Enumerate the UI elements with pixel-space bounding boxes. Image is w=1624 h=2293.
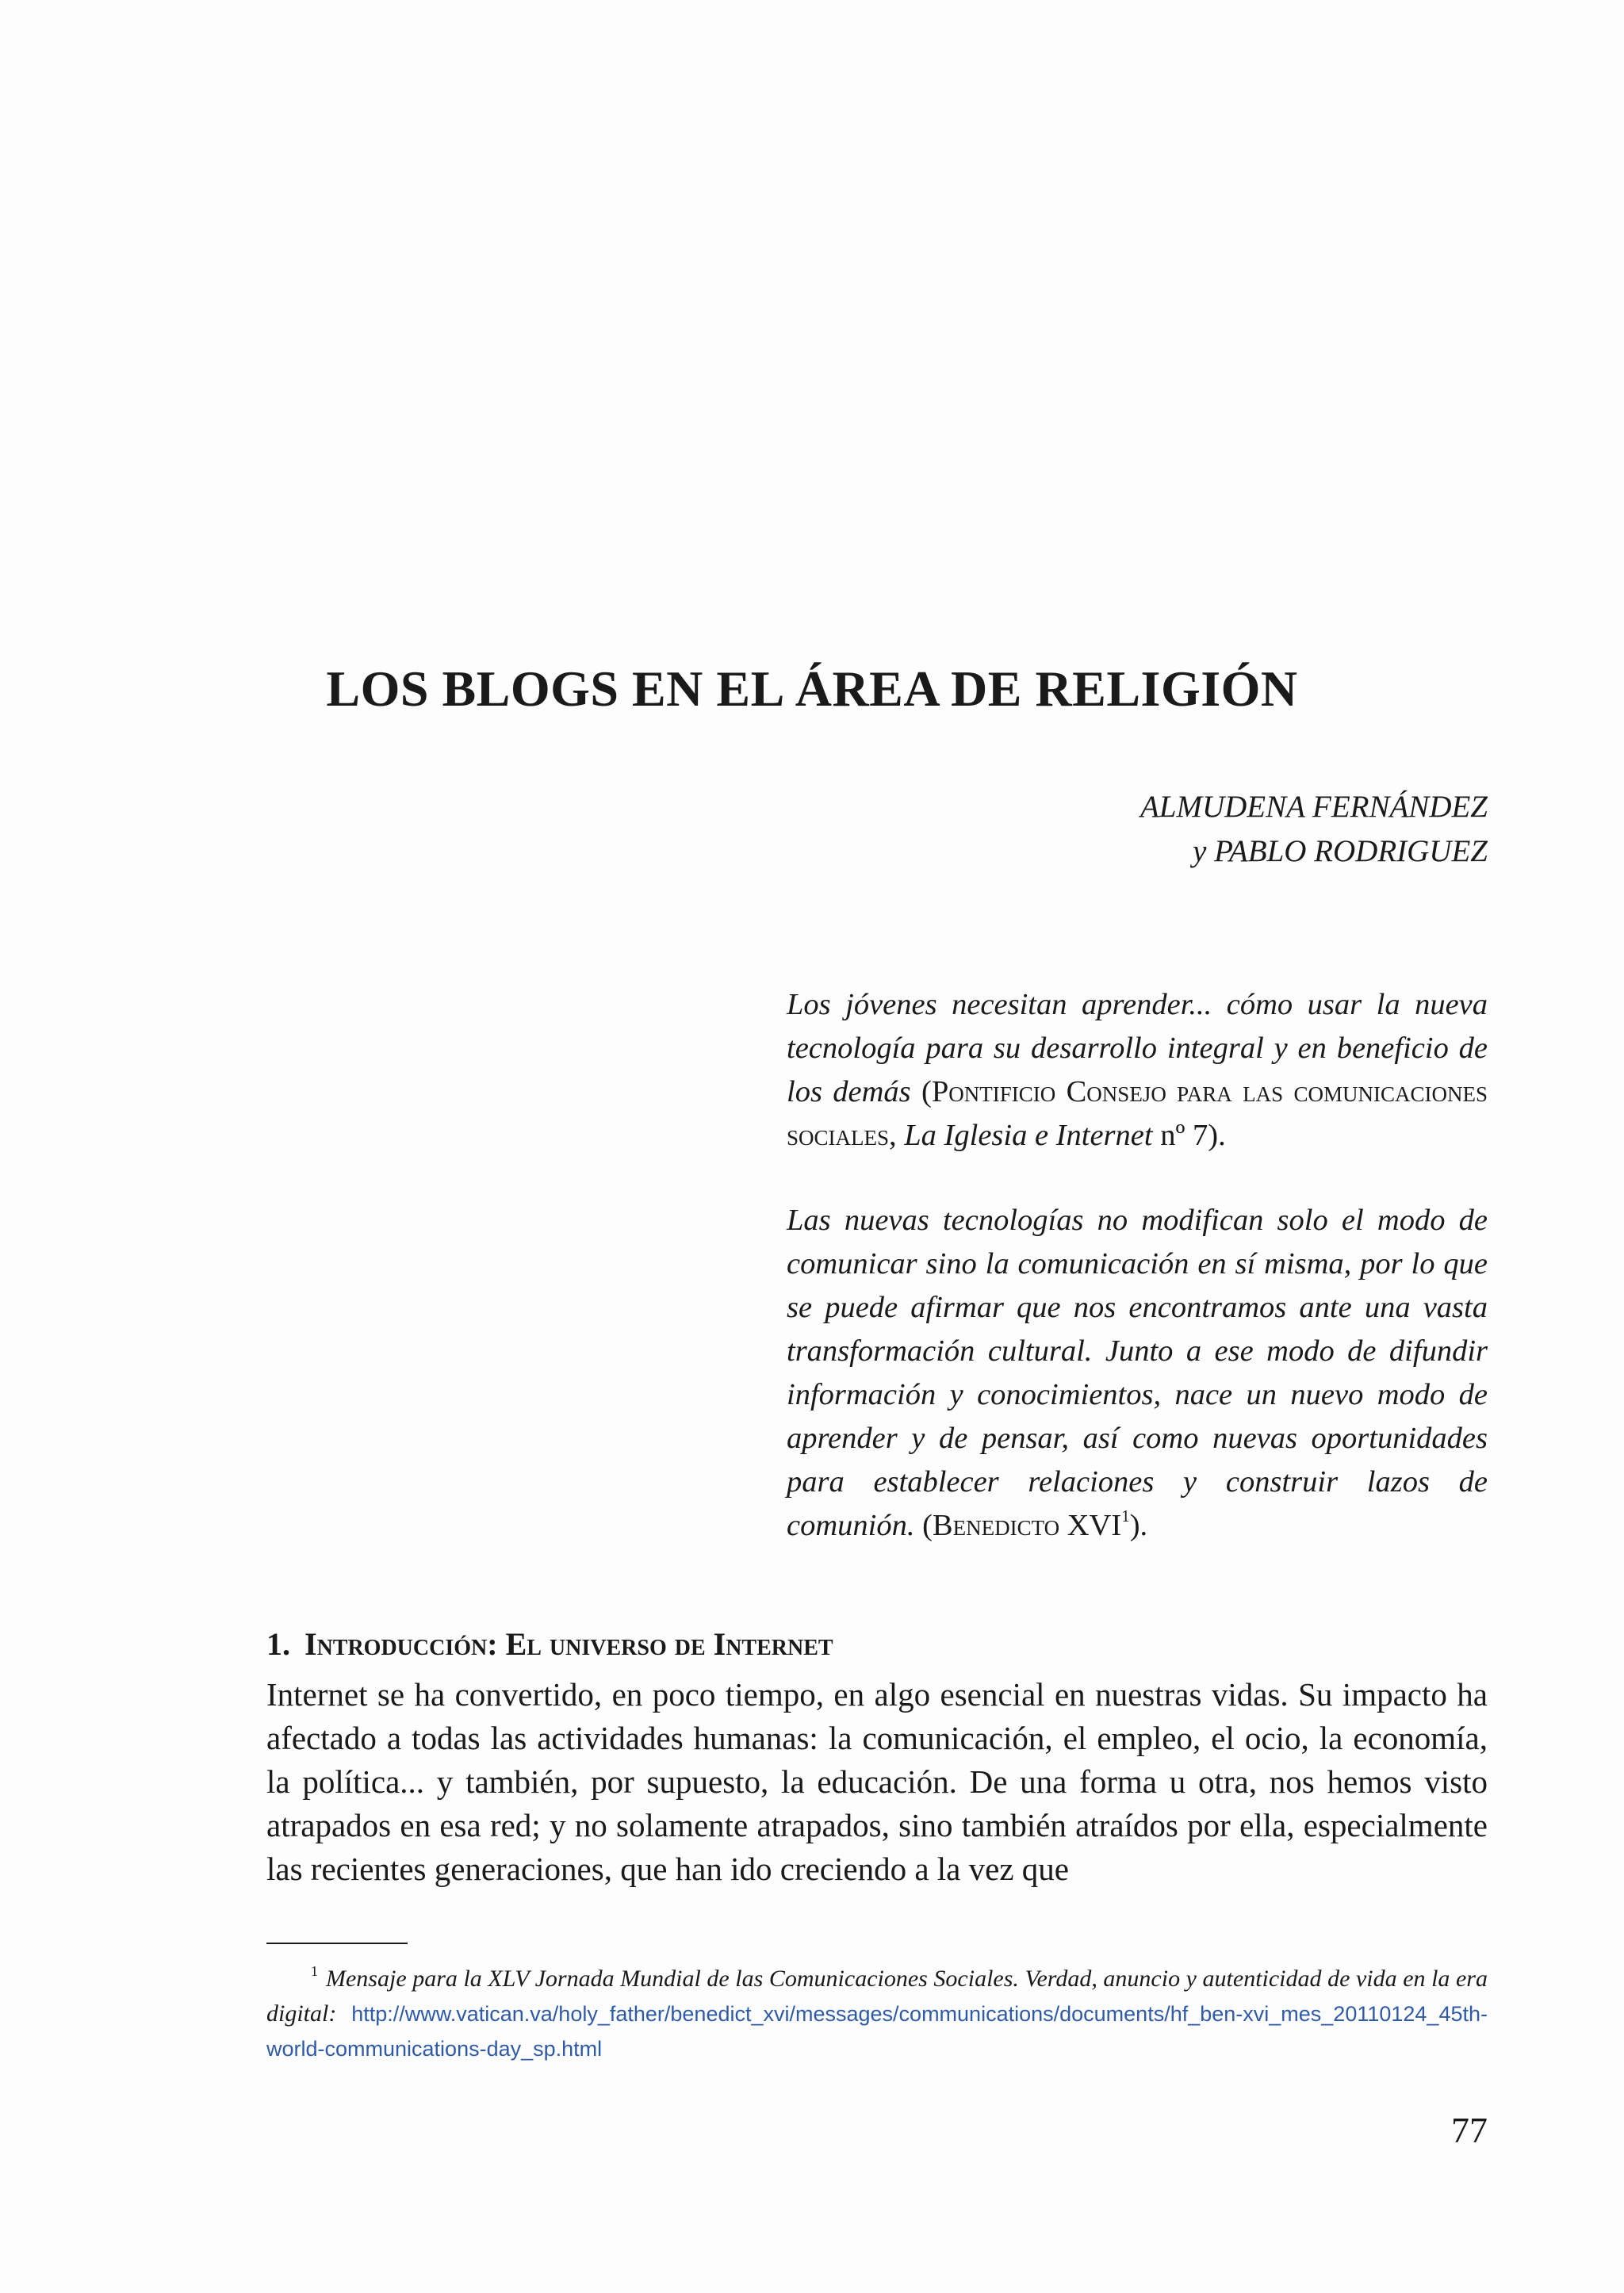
epigraph-2-source-numeral: XVI	[1059, 1509, 1122, 1542]
epigraph-1-tail: nº 7).	[1152, 1119, 1226, 1152]
footnote-link[interactable]: http://www.vatican.va/holy_father/benedict_xvi/messages/communications/documents/hf_ben-xvi_mes_20110124_45th-world-communications-day_sp.html	[266, 2002, 1488, 2061]
author-line-1: ALMUDENA FERNÁNDEZ	[1139, 790, 1488, 824]
epigraph-2-tail: ).	[1129, 1509, 1148, 1542]
footnote-text: Mensaje para la XLV Jornada Mundial de las Comunicaciones Sociales. Verdad, anuncio y autenticidad de vida en la era digital:	[266, 1966, 1488, 2027]
epigraph-1-comma: ,	[889, 1119, 905, 1152]
epigraph-2-source: Benedicto	[932, 1509, 1060, 1542]
footnote-reference[interactable]: 1	[1121, 1506, 1130, 1526]
section-title: Introducción: El universo de Internet	[304, 1626, 833, 1662]
footnote-divider	[266, 1943, 408, 1944]
section-number: 1.	[266, 1626, 290, 1662]
epigraph-2-quote: Las nuevas tecnologías no modifican solo el modo de comunicar sino la comunicación en sí misma, por lo que se puede afirmar que nos encontramos ante una vasta transformación cultural. Junto a ese modo de difundir información y conocimientos, nace un nuevo modo de aprender y de pensar, así como nuevas oportunidades para establecer relaciones y construir lazos de comunión.	[787, 1204, 1488, 1542]
article-title: LOS BLOGS EN EL ÁREA DE RELIGIÓN	[326, 660, 1298, 717]
epigraph-1	[787, 983, 1488, 1158]
epigraph-1-source: Pontificio Consejo para las comunicaciones sociales	[787, 1075, 1488, 1152]
epigraph-1-open-paren: (	[910, 1075, 932, 1108]
body-paragraph: Internet se ha convertido, en poco tiempo, en algo esencial en nuestras vidas. Su impacto ha afectado a todas las actividades humanas: la comunicación, el empleo, el ocio, la economía, la política... y también, por supuesto, la educación. De una forma u otra, nos hemos visto atrapados en esa red; y no solamente atrapados, sino también atraídos por ella, especialmente las recientes generaciones, que han ido creciendo a la vez que	[266, 1676, 1488, 1887]
footnote-mark: 1	[311, 1963, 318, 1980]
epigraph-1-quote: Los jóvenes necesitan aprender... cómo usar la nueva tecnología para su desarrollo integral y en beneficio de los demás	[787, 988, 1488, 1108]
author-line-2: y PABLO RODRIGUEZ	[1193, 834, 1488, 868]
epigraph-1-work: La Iglesia e Internet	[904, 1119, 1153, 1152]
page-number: 77	[1451, 2110, 1488, 2150]
epigraph-2	[787, 1199, 1488, 1548]
article-authors	[1140, 785, 1488, 874]
epigraph-2-open-paren: (	[914, 1509, 933, 1542]
section-heading	[266, 1625, 1488, 1663]
footnote	[266, 1962, 1488, 2066]
epigraph-2-paragraph	[787, 1199, 1488, 1548]
epigraph-1-paragraph	[787, 983, 1488, 1158]
